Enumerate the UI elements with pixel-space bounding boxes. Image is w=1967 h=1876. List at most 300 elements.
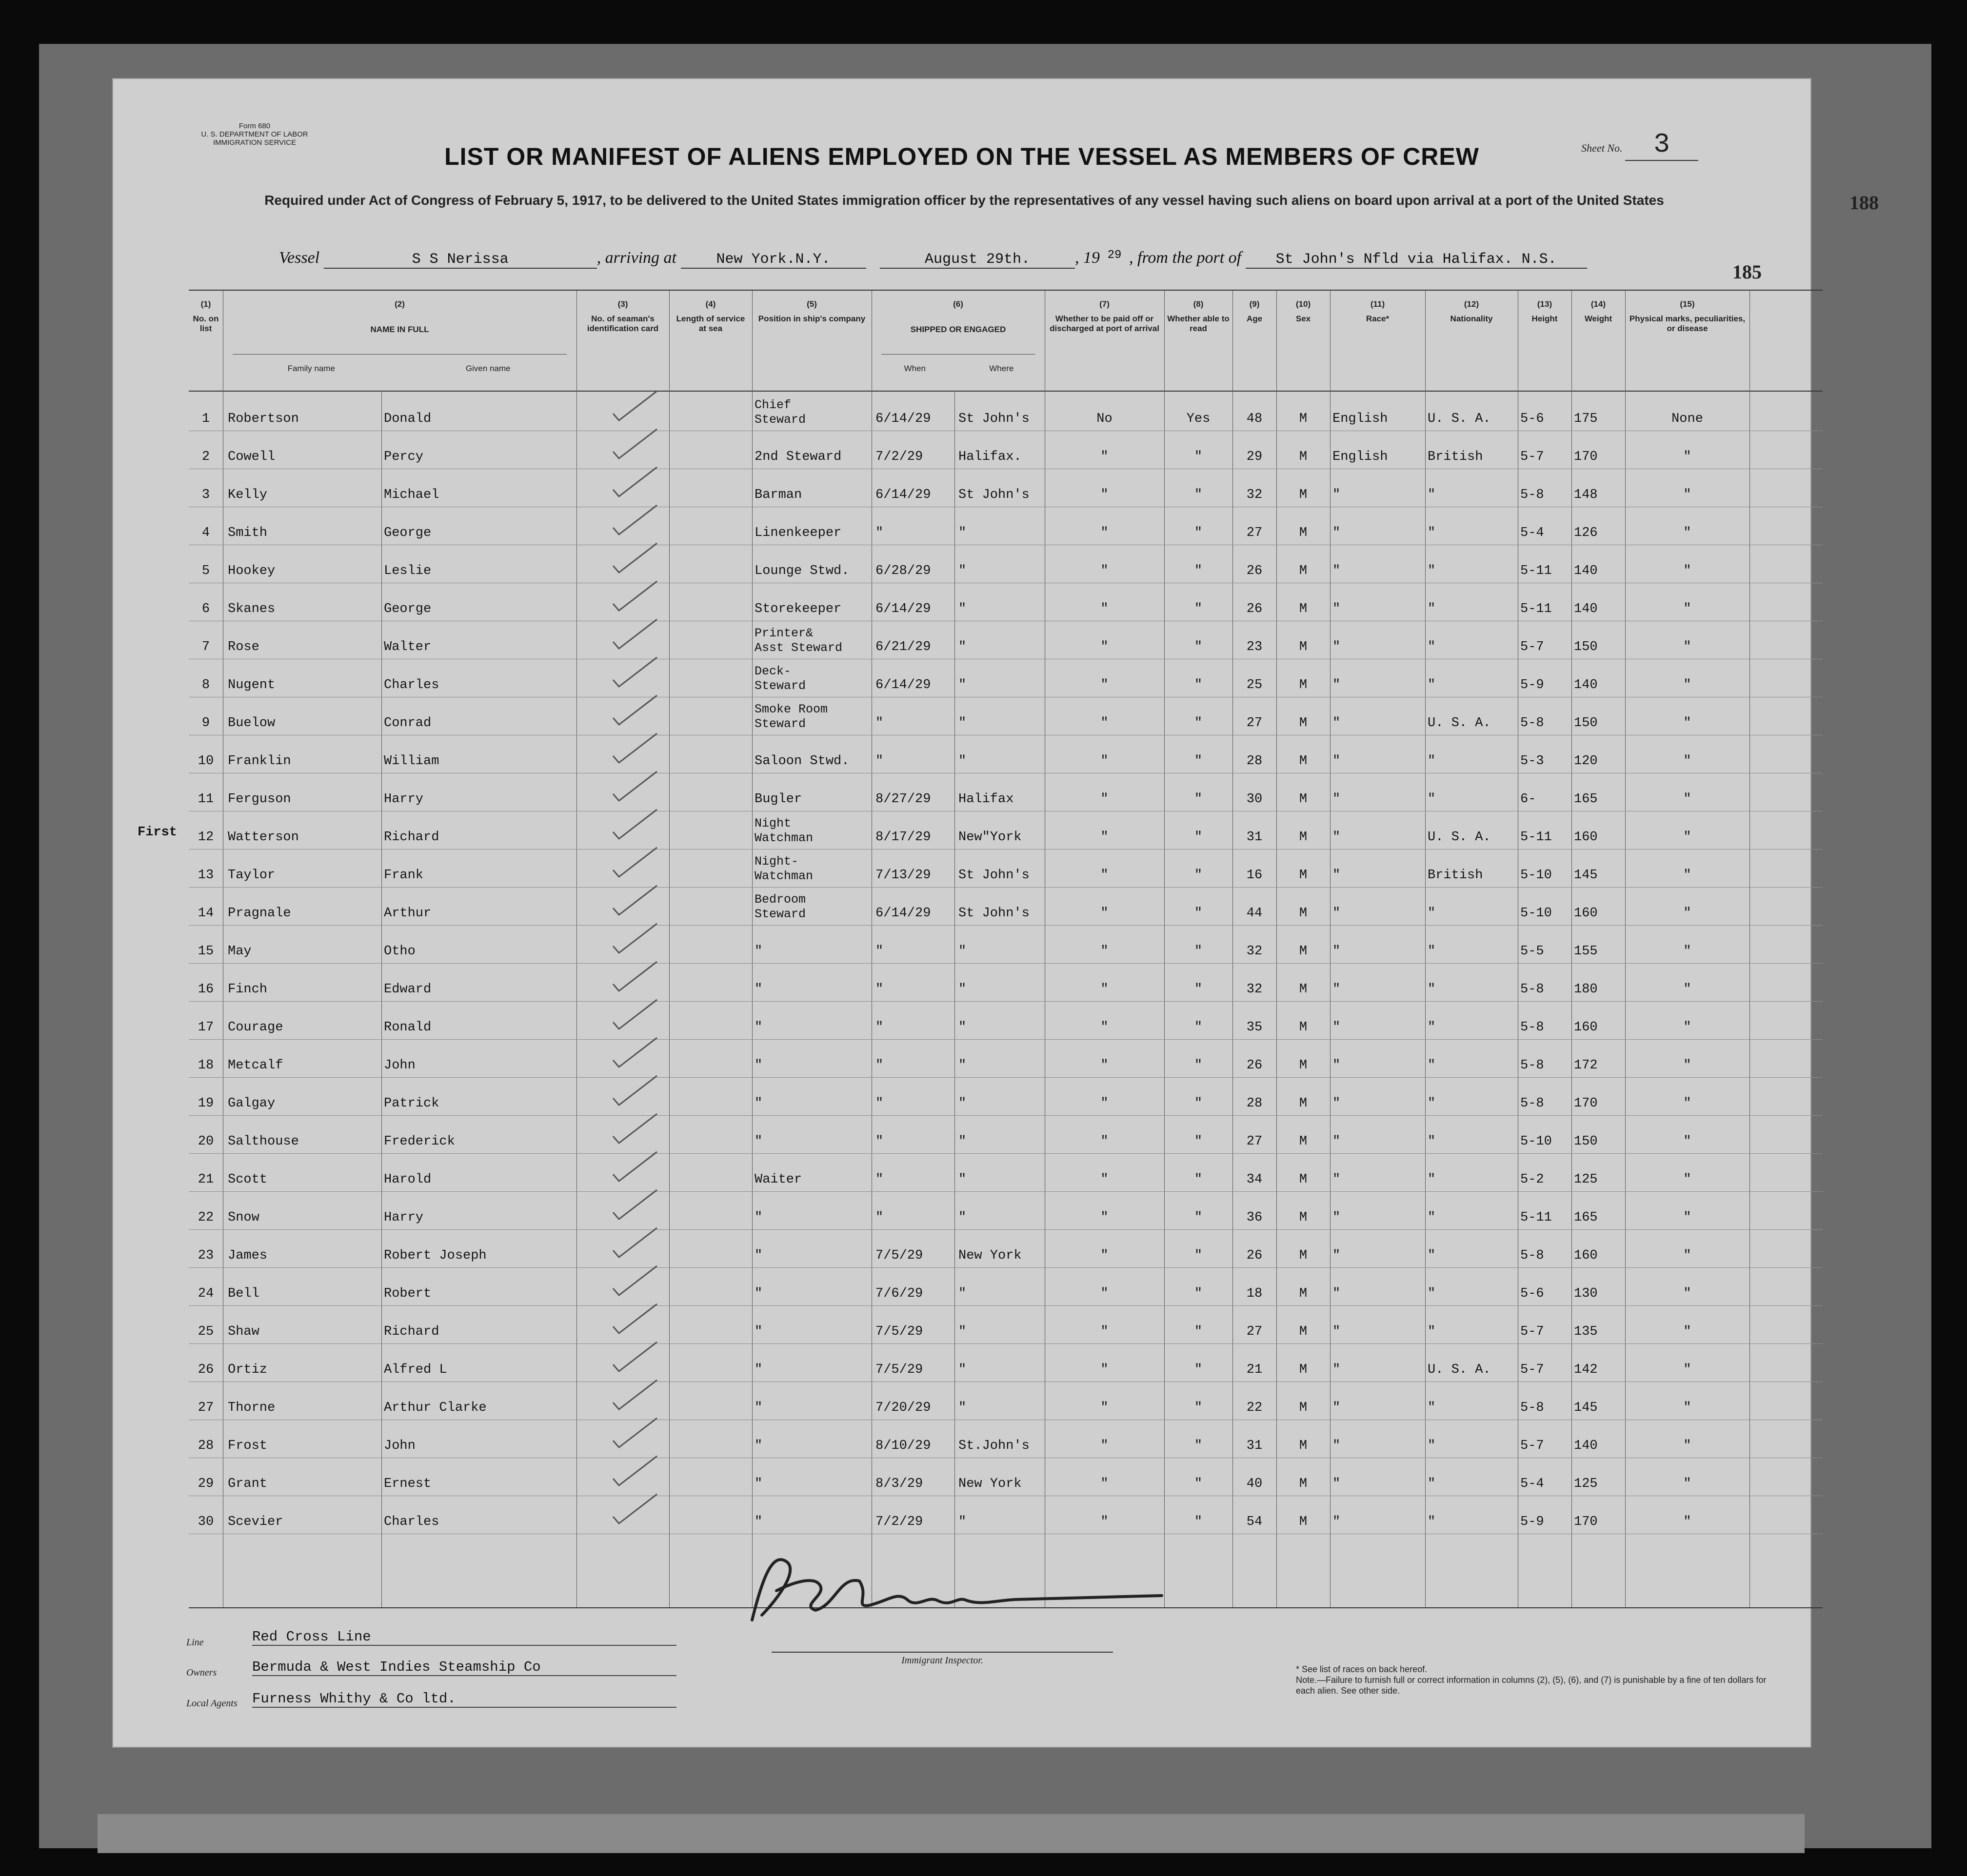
cell-age: 34 [1246, 1172, 1263, 1187]
cell-nationality: " [1428, 1324, 1436, 1339]
cell-given: Harry [384, 1210, 424, 1225]
cell-family: Cowell [228, 450, 276, 464]
cell-age: 35 [1246, 1020, 1263, 1035]
cell-given: Robert [384, 1286, 432, 1301]
cell-age: 26 [1246, 1058, 1263, 1073]
arriving-place: New York.N.Y. [681, 251, 866, 269]
cell-when: 6/14/29 [875, 906, 931, 921]
cell-weight: 172 [1574, 1058, 1598, 1073]
page-title: LIST OR MANIFEST OF ALIENS EMPLOYED ON THE VESSEL AS MEMBERS OF CREW [444, 143, 1479, 170]
cell-marks: " [1683, 716, 1691, 731]
column-number: (4) [705, 299, 716, 309]
cell-position: " [755, 1439, 763, 1453]
cell-age: 36 [1246, 1210, 1263, 1225]
cell-marks: " [1683, 1020, 1691, 1035]
cell-position: Barman [755, 488, 802, 502]
cell-where: " [958, 1020, 967, 1035]
cell-paid: " [1100, 450, 1109, 464]
cell-age: 26 [1246, 602, 1263, 616]
cell-age: 27 [1246, 1324, 1263, 1339]
cell-sex: M [1299, 488, 1308, 502]
cell-marks: None [1671, 412, 1703, 426]
table-row [189, 1040, 1823, 1078]
table-row [189, 1268, 1823, 1306]
cell-height: 5-8 [1520, 716, 1544, 731]
form-number: Form 680 [238, 122, 271, 130]
cell-no: 16 [198, 982, 214, 997]
cell-age: 26 [1246, 564, 1263, 578]
cell-height: 5-11 [1520, 564, 1552, 578]
cell-nationality: " [1428, 602, 1436, 616]
cell-nationality: " [1428, 1096, 1436, 1111]
cell-paid: " [1100, 1286, 1109, 1301]
cell-height: 5-8 [1520, 1020, 1544, 1035]
cell-no: 27 [198, 1401, 214, 1415]
cell-nationality: " [1428, 792, 1436, 807]
column-header: No. on list [193, 314, 219, 333]
page-number-lower: 185 [1732, 261, 1762, 283]
subheader-left: When [904, 364, 926, 373]
cell-race: " [1332, 1286, 1341, 1301]
cell-given: Walter [384, 640, 432, 654]
cell-no: 19 [198, 1096, 214, 1111]
cell-nationality: " [1428, 1477, 1436, 1491]
cell-race: " [1332, 678, 1341, 692]
cell-position: Deck- Steward [755, 664, 806, 693]
cell-age: 26 [1246, 1248, 1263, 1263]
cell-when: 7/5/29 [875, 1363, 923, 1377]
column-number: (1) [200, 299, 211, 309]
cell-given: John [384, 1058, 416, 1073]
cell-where: " [958, 602, 967, 616]
cell-paid: No [1096, 412, 1113, 426]
table-row [189, 431, 1823, 469]
cell-paid: " [1100, 526, 1109, 540]
cell-read: Yes [1186, 412, 1211, 426]
cell-nationality: " [1428, 1172, 1436, 1187]
cell-when: 6/14/29 [875, 678, 931, 692]
cell-weight: 160 [1574, 830, 1598, 845]
cell-race: " [1332, 1096, 1341, 1111]
cell-position: Saloon Stwd. [755, 754, 850, 769]
page-number-upper: 188 [1849, 192, 1879, 214]
cell-where: New York [958, 1248, 1022, 1263]
table-row [189, 773, 1823, 811]
table-row [189, 1116, 1823, 1154]
column-header: Position in ship's company [758, 314, 866, 323]
cell-sex: M [1299, 1286, 1308, 1301]
cell-read: " [1194, 1515, 1203, 1529]
cell-paid: " [1100, 1477, 1109, 1491]
cell-position: Night- Watchman [755, 854, 814, 883]
cell-position: Waiter [755, 1172, 802, 1187]
cell-weight: 170 [1574, 1515, 1598, 1529]
cell-paid: " [1100, 868, 1109, 883]
table-row [189, 697, 1823, 735]
column-header: Weight [1584, 314, 1612, 323]
cell-no: 23 [198, 1248, 214, 1263]
cell-when: " [875, 1058, 884, 1073]
cell-nationality: " [1428, 1210, 1436, 1225]
cell-weight: 165 [1574, 792, 1598, 807]
cell-sex: M [1299, 564, 1308, 578]
cell-family: Scott [228, 1172, 268, 1187]
cell-when: 7/5/29 [875, 1324, 923, 1339]
cell-marks: " [1683, 1439, 1691, 1453]
cell-read: " [1194, 602, 1203, 616]
inspector-label: Immigrant Inspector. [901, 1655, 983, 1666]
cell-read: " [1194, 944, 1203, 959]
cell-marks: " [1683, 944, 1691, 959]
cell-where: New"York [958, 830, 1022, 845]
cell-when: 7/2/29 [875, 1515, 923, 1529]
cell-when: 7/13/29 [875, 868, 931, 883]
cell-height: 5-4 [1520, 526, 1544, 540]
cell-when: 6/14/29 [875, 602, 931, 616]
cell-no: 7 [201, 640, 210, 654]
cell-marks: " [1683, 1401, 1691, 1415]
from-label: , from the port of [1129, 249, 1242, 267]
cell-when: " [875, 1096, 884, 1111]
cell-paid: " [1100, 754, 1109, 769]
cell-nationality: U. S. A. [1428, 716, 1491, 731]
cell-sex: M [1299, 1248, 1308, 1263]
cell-family: Smith [228, 526, 268, 540]
cell-age: 48 [1246, 412, 1263, 426]
cell-given: Donald [384, 412, 432, 426]
page-stack-edge [98, 1814, 1805, 1853]
column-number: (13) [1537, 299, 1552, 309]
cell-no: 22 [198, 1210, 214, 1225]
cell-where: " [958, 678, 967, 692]
cell-weight: 175 [1574, 412, 1598, 426]
cell-when: 6/14/29 [875, 412, 931, 426]
cell-family: Galgay [228, 1096, 276, 1111]
table-row [189, 659, 1823, 697]
cell-read: " [1194, 1210, 1203, 1225]
cell-read: " [1194, 792, 1203, 807]
cell-position: " [755, 1363, 763, 1377]
line-value: Red Cross Line [252, 1629, 676, 1646]
table-row [189, 621, 1823, 659]
cell-marks: " [1683, 1172, 1691, 1187]
cell-when: 8/10/29 [875, 1439, 931, 1453]
cell-age: 31 [1246, 830, 1263, 845]
cell-height: 5-4 [1520, 1477, 1544, 1491]
footnotes [1296, 1664, 1774, 1696]
column-number: (11) [1370, 299, 1385, 309]
vessel-label: Vessel [279, 249, 320, 267]
table-row [189, 926, 1823, 964]
cell-height: 5-8 [1520, 1248, 1544, 1263]
cell-nationality: " [1428, 1515, 1436, 1529]
cell-given: John [384, 1439, 416, 1453]
cell-nationality: U. S. A. [1428, 412, 1491, 426]
subheader-rule [233, 354, 567, 355]
cell-given: Charles [384, 678, 439, 692]
cell-read: " [1194, 450, 1203, 464]
cell-read: " [1194, 868, 1203, 883]
cell-no: 20 [198, 1134, 214, 1149]
cell-weight: 145 [1574, 1401, 1598, 1415]
cell-no: 15 [198, 944, 214, 959]
cell-nationality: British [1428, 868, 1483, 883]
cell-weight: 145 [1574, 868, 1598, 883]
cell-race: " [1332, 526, 1341, 540]
cell-sex: M [1299, 754, 1308, 769]
cell-where: " [958, 1324, 967, 1339]
cell-sex: M [1299, 868, 1308, 883]
cell-race: " [1332, 1324, 1341, 1339]
cell-paid: " [1100, 1363, 1109, 1377]
cell-where: " [958, 1096, 967, 1111]
vessel-name: S S Nerissa [324, 251, 597, 269]
cell-age: 30 [1246, 792, 1263, 807]
cell-family: Rose [228, 640, 259, 654]
cell-family: Ferguson [228, 792, 291, 807]
cell-nationality: " [1428, 754, 1436, 769]
cell-race: " [1332, 1020, 1341, 1035]
column-number: (3) [617, 299, 628, 309]
inspector-signature [742, 1522, 1220, 1649]
table-row [189, 1154, 1823, 1192]
column-number: (6) [953, 299, 963, 309]
cell-height: 5-3 [1520, 754, 1544, 769]
cell-paid: " [1100, 830, 1109, 845]
cell-given: Patrick [384, 1096, 439, 1111]
cell-position: Linenkeeper [755, 526, 842, 540]
cell-given: Ernest [384, 1477, 432, 1491]
header-rule [189, 391, 1823, 392]
cell-read: " [1194, 1363, 1203, 1377]
cell-where: " [958, 1210, 967, 1225]
cell-where: New York [958, 1477, 1022, 1491]
cell-race: " [1332, 1401, 1341, 1415]
cell-nationality: " [1428, 1058, 1436, 1073]
cell-read: " [1194, 564, 1203, 578]
cell-marks: " [1683, 1248, 1691, 1263]
cell-age: 28 [1246, 1096, 1263, 1111]
cell-marks: " [1683, 1477, 1691, 1491]
cell-family: Kelly [228, 488, 268, 502]
cell-sex: M [1299, 640, 1308, 654]
service-name: IMMIGRATION SERVICE [213, 138, 297, 147]
cell-position: " [755, 1401, 763, 1415]
cell-nationality: British [1428, 450, 1483, 464]
cell-where: St John's [958, 868, 1030, 883]
cell-family: Scevier [228, 1515, 283, 1529]
cell-given: Harry [384, 792, 424, 807]
cell-position: " [755, 1286, 763, 1301]
cell-weight: 150 [1574, 640, 1598, 654]
cell-read: " [1194, 1058, 1203, 1073]
column-number: (2) [395, 299, 405, 309]
cell-age: 54 [1246, 1515, 1263, 1529]
cell-marks: " [1683, 1286, 1691, 1301]
cell-paid: " [1100, 678, 1109, 692]
cell-weight: 140 [1574, 1439, 1598, 1453]
cell-position: 2nd Steward [755, 450, 842, 464]
column-header: Length of service at sea [676, 314, 745, 333]
cell-race: " [1332, 792, 1341, 807]
cell-age: 28 [1246, 754, 1263, 769]
cell-where: St John's [958, 488, 1030, 502]
cell-height: 5-6 [1520, 412, 1544, 426]
column-number: (14) [1590, 299, 1606, 309]
cell-height: 5-11 [1520, 1210, 1552, 1225]
cell-when: 7/2/29 [875, 450, 923, 464]
cell-read: " [1194, 678, 1203, 692]
cell-nationality: " [1428, 1401, 1436, 1415]
cell-position: " [755, 1248, 763, 1263]
cell-race: " [1332, 1210, 1341, 1225]
cell-no: 17 [198, 1020, 214, 1035]
cell-given: George [384, 602, 432, 616]
cell-marks: " [1683, 450, 1691, 464]
cell-race: " [1332, 1172, 1341, 1187]
cell-weight: 165 [1574, 1210, 1598, 1225]
cell-race: " [1332, 1439, 1341, 1453]
manifest-page [112, 78, 1879, 1748]
cell-family: Skanes [228, 602, 276, 616]
subheader-right: Where [989, 364, 1014, 373]
cell-position: Storekeeper [755, 602, 842, 616]
cell-nationality: U. S. A. [1428, 830, 1491, 845]
cell-paid: " [1100, 1439, 1109, 1453]
cell-family: Metcalf [228, 1058, 283, 1073]
cell-no: 21 [198, 1172, 214, 1187]
cell-position: " [755, 944, 763, 959]
cell-read: " [1194, 1286, 1203, 1301]
cell-weight: 130 [1574, 1286, 1598, 1301]
cell-position: Lounge Stwd. [755, 564, 850, 578]
cell-where: " [958, 944, 967, 959]
cell-when: 7/20/29 [875, 1401, 931, 1415]
subheader-right: Given name [465, 364, 511, 373]
cell-age: 25 [1246, 678, 1263, 692]
cell-given: William [384, 754, 439, 769]
cell-sex: M [1299, 1477, 1308, 1491]
cell-sex: M [1299, 450, 1308, 464]
department-name: U. S. DEPARTMENT OF LABOR [201, 130, 308, 138]
cell-read: " [1194, 1248, 1203, 1263]
cell-height: 5-8 [1520, 488, 1544, 502]
cell-sex: M [1299, 792, 1308, 807]
cell-no: 28 [198, 1439, 214, 1453]
cell-where: " [958, 526, 967, 540]
cell-read: " [1194, 1134, 1203, 1149]
cell-height: 5-8 [1520, 1058, 1544, 1073]
cell-given: Ronald [384, 1020, 432, 1035]
cell-sex: M [1299, 944, 1308, 959]
cell-no: 3 [201, 488, 210, 502]
cell-family: Watterson [228, 830, 299, 845]
cell-when: 8/27/29 [875, 792, 931, 807]
cell-when: 6/14/29 [875, 488, 931, 502]
cell-read: " [1194, 1172, 1203, 1187]
cell-given: Richard [384, 830, 439, 845]
arriving-date: August 29th. [880, 251, 1075, 269]
table-row [189, 1458, 1823, 1496]
cell-weight: 148 [1574, 488, 1598, 502]
cell-sex: M [1299, 1210, 1308, 1225]
column-number: (7) [1099, 299, 1110, 309]
cell-sex: M [1299, 602, 1308, 616]
cell-marks: " [1683, 1210, 1691, 1225]
cell-no: 4 [201, 526, 210, 540]
column-header: Whether able to read [1167, 314, 1230, 333]
cell-position: " [755, 1324, 763, 1339]
cell-weight: 170 [1574, 450, 1598, 464]
cell-race: " [1332, 754, 1341, 769]
cell-paid: " [1100, 982, 1109, 997]
column-header: Age [1246, 314, 1263, 323]
first-marker: First [138, 825, 178, 840]
cell-read: " [1194, 1020, 1203, 1035]
table-row [189, 469, 1823, 507]
cell-read: " [1194, 640, 1203, 654]
table-row [189, 545, 1823, 583]
cell-given: Leslie [384, 564, 432, 578]
cell-age: 27 [1246, 526, 1263, 540]
cell-no: 1 [201, 412, 210, 426]
cell-given: Richard [384, 1324, 439, 1339]
table-row [189, 1420, 1823, 1458]
cell-height: 5-5 [1520, 944, 1544, 959]
cell-sex: M [1299, 716, 1308, 731]
cell-sex: M [1299, 1401, 1308, 1415]
cell-race: " [1332, 602, 1341, 616]
cell-weight: 140 [1574, 678, 1598, 692]
subheader-left: Family name [287, 364, 335, 373]
cell-when: " [875, 716, 884, 731]
cell-given: Charles [384, 1515, 439, 1529]
cell-no: 2 [201, 450, 210, 464]
cell-paid: " [1100, 564, 1109, 578]
cell-height: 5-10 [1520, 906, 1552, 921]
table-row [189, 849, 1823, 888]
cell-paid: " [1100, 1020, 1109, 1035]
table-row [189, 583, 1823, 621]
cell-age: 32 [1246, 488, 1263, 502]
cell-marks: " [1683, 906, 1691, 921]
table-row [189, 888, 1823, 926]
table-row [189, 1306, 1823, 1344]
cell-marks: " [1683, 1134, 1691, 1149]
cell-paid: " [1100, 1058, 1109, 1073]
cell-weight: 160 [1574, 906, 1598, 921]
cell-race: " [1332, 1515, 1341, 1529]
cell-age: 40 [1246, 1477, 1263, 1491]
cell-height: 5-10 [1520, 1134, 1552, 1149]
cell-paid: " [1100, 716, 1109, 731]
cell-family: Frost [228, 1439, 268, 1453]
cell-height: 5-7 [1520, 1439, 1544, 1453]
cell-weight: 140 [1574, 564, 1598, 578]
column-header: NAME IN FULL [370, 325, 429, 334]
cell-height: 5-10 [1520, 868, 1552, 883]
cell-where: St John's [958, 412, 1030, 426]
penalty-note: Note.—Failure to furnish full or correct information in columns (2), (5), (6), and (7) is punishable by a fine of ten dollars for each alien. See other side. [1296, 1675, 1767, 1696]
cell-no: 12 [198, 830, 214, 845]
cell-no: 5 [201, 564, 210, 578]
table-row [189, 1344, 1823, 1382]
cell-marks: " [1683, 564, 1691, 578]
cell-where: " [958, 1134, 967, 1149]
cell-when: " [875, 1020, 884, 1035]
cell-weight: 160 [1574, 1248, 1598, 1263]
cell-race: " [1332, 944, 1341, 959]
